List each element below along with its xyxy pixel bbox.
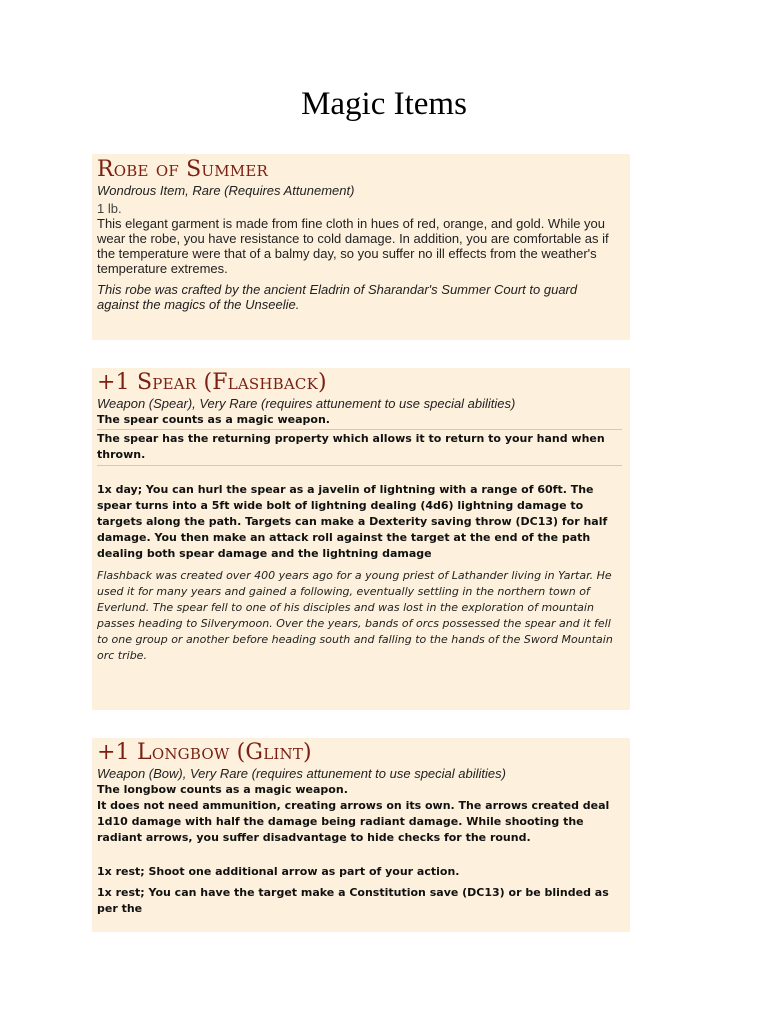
item-weight: 1 lb. <box>97 201 122 216</box>
item-card-spear-flashback <box>92 368 630 710</box>
item-property-ammunition: It does not need ammunition, creating arrows on its own. The arrows created deal 1d10 damage with half the damage being radiant damage. While shooting the radiant arrows, you suffer disadvantage to hide checks for the round. <box>97 799 610 844</box>
item-card-longbow-glint <box>92 738 630 932</box>
item-subtitle: Weapon (Bow), Very Rare (requires attunement to use special abilities) <box>97 766 506 781</box>
item-title: +1 Longbow (Glint) <box>97 740 312 765</box>
item-lore: This robe was crafted by the ancient Eladrin of Sharandar's Summer Court to guard against the magics of the Unseelie. <box>97 282 578 312</box>
item-property-returning: The spear has the returning property which allows it to return to your hand when thrown. <box>97 430 622 466</box>
item-subtitle: Weapon (Spear), Very Rare (requires attunement to use special abilities) <box>97 396 516 411</box>
item-subtitle: Wondrous Item, Rare (Requires Attunement) <box>97 183 355 198</box>
item-property-magic: The longbow counts as a magic weapon. <box>97 783 348 796</box>
item-title: Robe of Summer <box>97 157 269 182</box>
item-ability-extra-arrow: 1x rest; Shoot one additional arrow as part of your action. <box>97 865 460 878</box>
item-lore: Flashback was created over 400 years ago for a young priest of Lathander living in Yartar. He used it for many years and gained a following, eventually settling in the northern town of Everlund. The spear fell to one of his disciples and was lost in the exploration of mountain passes heading to Silverymoon. Over the years, bands of orcs possessed the spear and it fell to one group or another before heading south and falling to the hands of the Sword Mountain orc tribe. <box>97 569 613 662</box>
item-ability-blind: 1x rest; You can have the target make a Constitution save (DC13) or be blinded as per the <box>97 886 609 915</box>
page-title: Magic Items <box>301 86 467 122</box>
item-title: +1 Spear (Flashback) <box>97 370 327 395</box>
item-description: This elegant garment is made from fine cloth in hues of red, orange, and gold. While you wear the robe, you have resistance to cold damage. In addition, you are comfortable as if the temperature were that of a balmy day, so you suffer no ill effects from the weather's temperature extremes. <box>97 216 609 276</box>
item-card-robe-of-summer <box>92 154 630 340</box>
item-property-magic: The spear counts as a magic weapon. <box>97 412 622 430</box>
item-ability-lightning: 1x day; You can hurl the spear as a javelin of lightning with a range of 60ft. The spear turns into a 5ft wide bolt of lightning dealing (4d6) lightning damage to targets along the path. Targets can make a Dexterity saving throw (DC13) for half damage. You then make an attack roll against the target at the end of the path dealing both spear damage and the lightning damage <box>97 483 608 560</box>
